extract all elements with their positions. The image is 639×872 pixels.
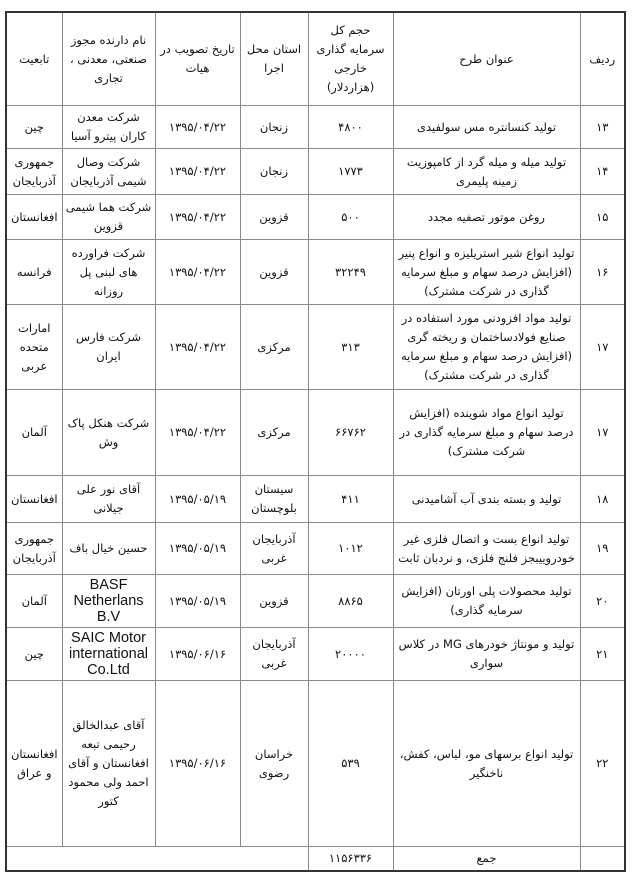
approval-date-cell: ۱۳۹۵/۰۴/۲۲ bbox=[155, 195, 240, 240]
province-cell: زنجان bbox=[240, 106, 308, 149]
project-title-cell: تولید محصولات پلی اورتان (افزایش سرمایه گذاری) bbox=[393, 575, 580, 628]
nationality-cell: افغانستان و عراق bbox=[6, 681, 62, 847]
province-cell: مرکزی bbox=[240, 305, 308, 390]
table-row bbox=[6, 575, 625, 628]
province-cell: زنجان bbox=[240, 149, 308, 195]
license-holder-cell: شرکت فارس ایران bbox=[62, 305, 155, 390]
nationality-cell: افغانستان bbox=[6, 195, 62, 240]
nationality-cell: آلمان bbox=[6, 390, 62, 476]
province-cell: قزوین bbox=[240, 575, 308, 628]
table-row bbox=[6, 390, 625, 476]
province-cell: آذربایجان غربی bbox=[240, 628, 308, 681]
approval-date-cell: ۱۳۹۵/۰۶/۱۶ bbox=[155, 681, 240, 847]
nationality-cell: جمهوری آذربایجان bbox=[6, 149, 62, 195]
investment-amount-cell: ۸۸۶۵ bbox=[308, 575, 393, 628]
investment-amount-cell: ۲۰۰۰۰ bbox=[308, 628, 393, 681]
row-number-cell: ۱۳ bbox=[580, 106, 625, 149]
nationality-cell: امارات متحده عربی bbox=[6, 305, 62, 390]
investment-amount-cell: ۴۸۰۰ bbox=[308, 106, 393, 149]
project-title-cell: تولید و مونتاژ خودرهای MG در کلاس سواری bbox=[393, 628, 580, 681]
approval-date-cell: ۱۳۹۵/۰۴/۲۲ bbox=[155, 305, 240, 390]
header-nationality: تابعیت bbox=[6, 12, 62, 106]
investment-amount-cell: ۵۰۰ bbox=[308, 195, 393, 240]
table-row bbox=[6, 240, 625, 305]
total-label: جمع bbox=[393, 847, 580, 872]
header-approval-date: تاریخ تصویب در هیات bbox=[155, 12, 240, 106]
row-number-cell: ۱۵ bbox=[580, 195, 625, 240]
license-holder-cell: آقای نور علی جیلانی bbox=[62, 476, 155, 523]
nationality-cell: فرانسه bbox=[6, 240, 62, 305]
table-row bbox=[6, 149, 625, 195]
header-title: عنوان طرح bbox=[393, 12, 580, 106]
license-holder-cell: شرکت هما شیمی قزوین bbox=[62, 195, 155, 240]
license-holder-cell: شرکت هنکل پاک وش bbox=[62, 390, 155, 476]
row-number-cell: ۱۷ bbox=[580, 390, 625, 476]
nationality-cell: چین bbox=[6, 106, 62, 149]
row-number-cell: ۲۲ bbox=[580, 681, 625, 847]
project-title-cell: روغن موتور تصفیه مجدد bbox=[393, 195, 580, 240]
investment-amount-cell: ۱۷۷۳ bbox=[308, 149, 393, 195]
approval-date-cell: ۱۳۹۵/۰۵/۱۹ bbox=[155, 476, 240, 523]
province-cell: خراسان رضوی bbox=[240, 681, 308, 847]
approval-date-cell: ۱۳۹۵/۰۴/۲۲ bbox=[155, 390, 240, 476]
header-row-no: ردیف bbox=[580, 12, 625, 106]
province-cell: سیستان بلوچستان bbox=[240, 476, 308, 523]
investment-amount-cell: ۳۱۳ bbox=[308, 305, 393, 390]
total-row bbox=[6, 847, 625, 872]
table-row bbox=[6, 305, 625, 390]
province-cell: قزوین bbox=[240, 240, 308, 305]
row-number-cell: ۱۹ bbox=[580, 523, 625, 575]
table-row bbox=[6, 681, 625, 847]
foreign-investment-table bbox=[5, 11, 626, 872]
total-empty-cell bbox=[6, 847, 308, 872]
approval-date-cell: ۱۳۹۵/۰۵/۱۹ bbox=[155, 575, 240, 628]
project-title-cell: تولید کنسانتره مس سولفیدی bbox=[393, 106, 580, 149]
table-row bbox=[6, 476, 625, 523]
province-cell: مرکزی bbox=[240, 390, 308, 476]
header-row bbox=[6, 12, 625, 106]
row-number-cell: ۱۴ bbox=[580, 149, 625, 195]
total-row-no-cell bbox=[580, 847, 625, 872]
nationality-cell: جمهوری آذربایجان bbox=[6, 523, 62, 575]
row-number-cell: ۲۱ bbox=[580, 628, 625, 681]
approval-date-cell: ۱۳۹۵/۰۴/۲۲ bbox=[155, 149, 240, 195]
nationality-cell: چین bbox=[6, 628, 62, 681]
license-holder-cell: SAIC Motor international Co.Ltd bbox=[62, 628, 155, 681]
license-holder-cell: حسین خیال باف bbox=[62, 523, 155, 575]
row-number-cell: ۱۸ bbox=[580, 476, 625, 523]
approval-date-cell: ۱۳۹۵/۰۴/۲۲ bbox=[155, 240, 240, 305]
license-holder-cell: شرکت فراورده های لبنی پل روزانه bbox=[62, 240, 155, 305]
license-holder-cell: شرکت وصال شیمی آذربایجان bbox=[62, 149, 155, 195]
header-investment: حجم کل سرمایه گذاری خارجی (هزاردلار) bbox=[308, 12, 393, 106]
investment-amount-cell: ۵۳۹ bbox=[308, 681, 393, 847]
header-license-holder: نام دارنده مجوز صنعتی، معدنی ، تجاری bbox=[62, 12, 155, 106]
project-title-cell: تولید انواع مواد شوینده (افزایش درصد سهام و مبلغ سرمایه گذاری در شرکت مشترک) bbox=[393, 390, 580, 476]
investment-amount-cell: ۴۱۱ bbox=[308, 476, 393, 523]
project-title-cell: تولید و بسته بندی آب آشامیدنی bbox=[393, 476, 580, 523]
row-number-cell: ۲۰ bbox=[580, 575, 625, 628]
approval-date-cell: ۱۳۹۵/۰۴/۲۲ bbox=[155, 106, 240, 149]
project-title-cell: تولید انواع بست و اتصال فلزی غیر خودروییبجز فلنج فلزی، و نردبان ثابت bbox=[393, 523, 580, 575]
license-holder-cell: شرکت معدن کاران پیترو آسیا bbox=[62, 106, 155, 149]
investment-amount-cell: ۱۰۱۲ bbox=[308, 523, 393, 575]
license-holder-cell: BASF Netherlans B.V bbox=[62, 575, 155, 628]
project-title-cell: تولید انواع برسهای مو، لباس، کفش، ناخنگیر bbox=[393, 681, 580, 847]
province-cell: قزوین bbox=[240, 195, 308, 240]
province-cell: آذربایجان غربی bbox=[240, 523, 308, 575]
project-title-cell: تولید مواد افزودنی مورد استفاده در صنایع فولادساختمان و ریخته گری (افزایش درصد سهام و مبلغ سرمایه گذاری در شرکت مشترک) bbox=[393, 305, 580, 390]
project-title-cell: تولید میله و میله گرد از کامپوزیت زمینه پلیمری bbox=[393, 149, 580, 195]
header-province: استان محل اجرا bbox=[240, 12, 308, 106]
nationality-cell: افغانستان bbox=[6, 476, 62, 523]
row-number-cell: ۱۷ bbox=[580, 305, 625, 390]
investment-amount-cell: ۳۲۲۴۹ bbox=[308, 240, 393, 305]
investment-amount-cell: ۶۶۷۶۲ bbox=[308, 390, 393, 476]
nationality-cell: آلمان bbox=[6, 575, 62, 628]
approval-date-cell: ۱۳۹۵/۰۶/۱۶ bbox=[155, 628, 240, 681]
table-row bbox=[6, 195, 625, 240]
project-title-cell: تولید انواع شیر استریلیزه و انواع پنیر (افزایش درصد سهام و مبلغ سرمایه گذاری در شرکت مشترک) bbox=[393, 240, 580, 305]
table-row bbox=[6, 523, 625, 575]
table-row bbox=[6, 106, 625, 149]
row-number-cell: ۱۶ bbox=[580, 240, 625, 305]
total-value: ۱۱۵۶۳۳۶ bbox=[308, 847, 393, 872]
license-holder-cell: آقای عبدالخالق رحیمی تبعه افغانستان و آقای احمد ولی محمود کتور bbox=[62, 681, 155, 847]
table-row bbox=[6, 628, 625, 681]
approval-date-cell: ۱۳۹۵/۰۵/۱۹ bbox=[155, 523, 240, 575]
